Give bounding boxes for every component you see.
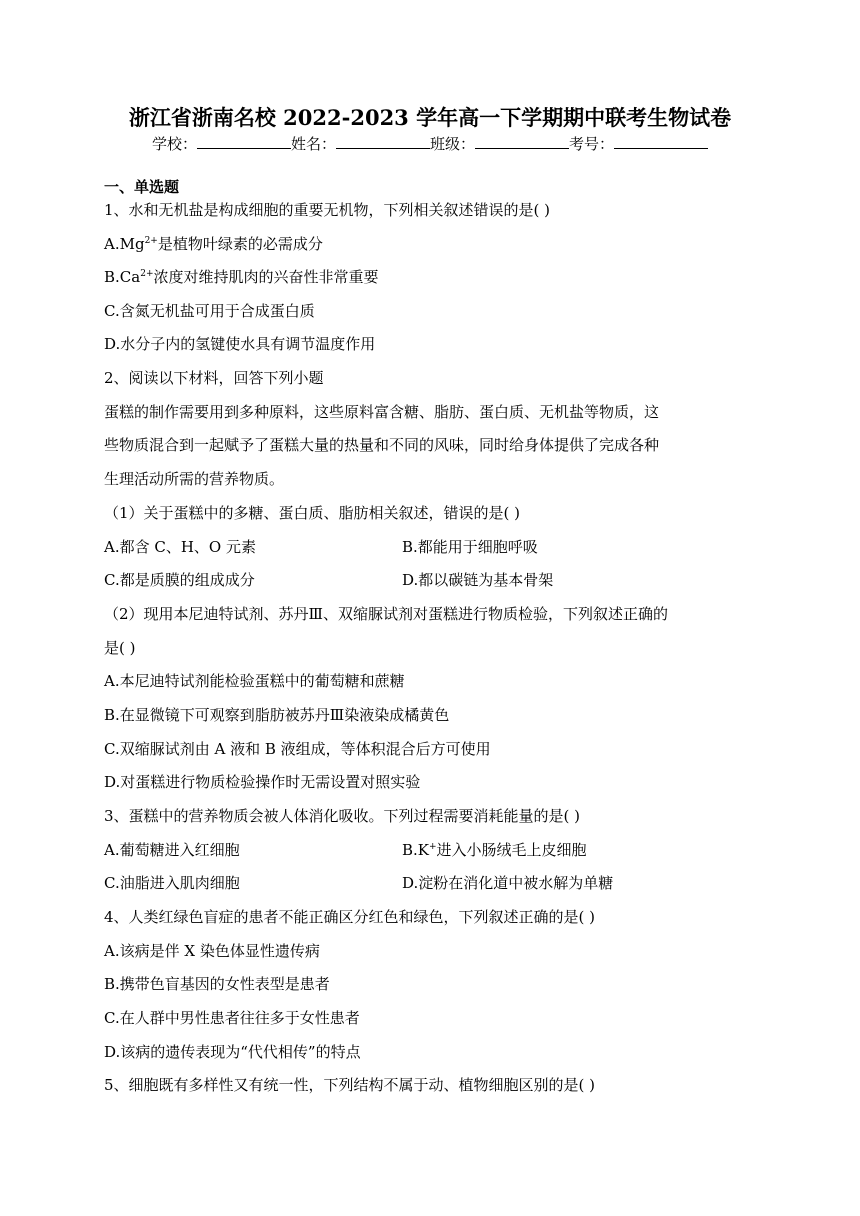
question-4-option-a: A.该病是伴 X 染色体显性遗传病 [104, 942, 320, 960]
question-2-2-option-a: A.本尼迪特试剂能检验蛋糕中的葡萄糖和蔗糖 [104, 672, 405, 690]
question-2-1-option-d: D.都以碳链为基本骨架 [402, 571, 554, 589]
question-2-2-option-b: B.在显微镜下可观察到脂肪被苏丹Ⅲ染液染成橘黄色 [104, 706, 450, 724]
question-3-option-d: D.淀粉在消化道中被水解为单糖 [402, 874, 614, 892]
number-blank [614, 133, 708, 149]
question-1-stem: 1、水和无机盐是构成细胞的重要无机物，下列相关叙述错误的是( ) [104, 201, 551, 219]
number-label: 考号： [569, 135, 615, 153]
question-5-stem: 5、细胞既有多样性又有统一性，下列结构不属于动、植物细胞区别的是( ) [104, 1076, 596, 1094]
exam-title: 浙江省浙南名校 2022-2023 学年高一下学期期中联考生物试卷 [128, 105, 732, 130]
question-2-2-stem-line-1: （2）现用本尼迪特试剂、苏丹Ⅲ、双缩脲试剂对蛋糕进行物质检验，下列叙述正确的 [104, 605, 669, 623]
student-info-line [0, 133, 860, 155]
name-label: 姓名： [290, 135, 336, 153]
question-1-option-c: C.含氮无机盐可用于合成蛋白质 [104, 302, 315, 320]
question-2-2-stem-line-2: 是( ) [104, 639, 136, 657]
question-4-option-d: D.该病的遗传表现为“代代相传”的特点 [104, 1043, 361, 1061]
name-blank [336, 133, 430, 149]
question-1-option-b: $B.Ca^{2+}$浓度对维持肌肉的兴奋性非常重要 [104, 268, 379, 286]
question-2-1-option-b: B.都能用于细胞呼吸 [402, 538, 538, 556]
question-2-stem: 2、阅读以下材料，回答下列小题 [104, 369, 324, 387]
school-blank [197, 133, 291, 149]
question-3-stem: 3、蛋糕中的营养物质会被人体消化吸收。下列过程需要消耗能量的是( ) [104, 807, 581, 825]
question-1-option-d: D.水分子内的氢键使水具有调节温度作用 [104, 335, 376, 353]
question-1-option-a: $A.Mg^{2+}$是植物叶绿素的必需成分 [104, 235, 323, 253]
question-4-option-b: B.携带色盲基因的女性表型是患者 [104, 975, 330, 993]
question-4-stem: 4、人类红绿色盲症的患者不能正确区分红色和绿色，下列叙述正确的是( ) [104, 908, 596, 926]
question-3-option-b: B.K+进入小肠绒毛上皮细胞 [402, 841, 587, 859]
question-2-1-stem: （1）关于蛋糕中的多糖、蛋白质、脂肪相关叙述，错误的是( ) [104, 504, 521, 522]
question-2-1-option-c: C.都是质膜的组成成分 [104, 571, 255, 589]
class-blank [475, 133, 569, 149]
question-3-option-a: A.葡萄糖进入红细胞 [104, 841, 240, 859]
class-label: 班级： [430, 135, 476, 153]
question-3-option-c: C.油脂进入肌肉细胞 [104, 874, 240, 892]
question-2-1-option-a: A.都含 C、H、O 元素 [104, 538, 256, 556]
question-2-2-option-c: C.双缩脲试剂由 A 液和 B 液组成，等体积混合后方可使用 [104, 740, 491, 758]
question-2-2-option-d: D.对蛋糕进行物质检验操作时无需设置对照实验 [104, 773, 421, 791]
question-2-material-line-2: 些物质混合到一起赋予了蛋糕大量的热量和不同的风味，同时给身体提供了完成各种 [104, 436, 660, 454]
question-4-option-c: C.在人群中男性患者往往多于女性患者 [104, 1009, 360, 1027]
school-label: 学校： [151, 135, 197, 153]
question-2-material-line-3: 生理活动所需的营养物质。 [104, 470, 285, 488]
question-2-material-line-1: 蛋糕的制作需要用到多种原料，这些原料富含糖、脂肪、蛋白质、无机盐等物质，这 [104, 403, 660, 421]
section-heading: 一、单选题 [104, 178, 180, 196]
